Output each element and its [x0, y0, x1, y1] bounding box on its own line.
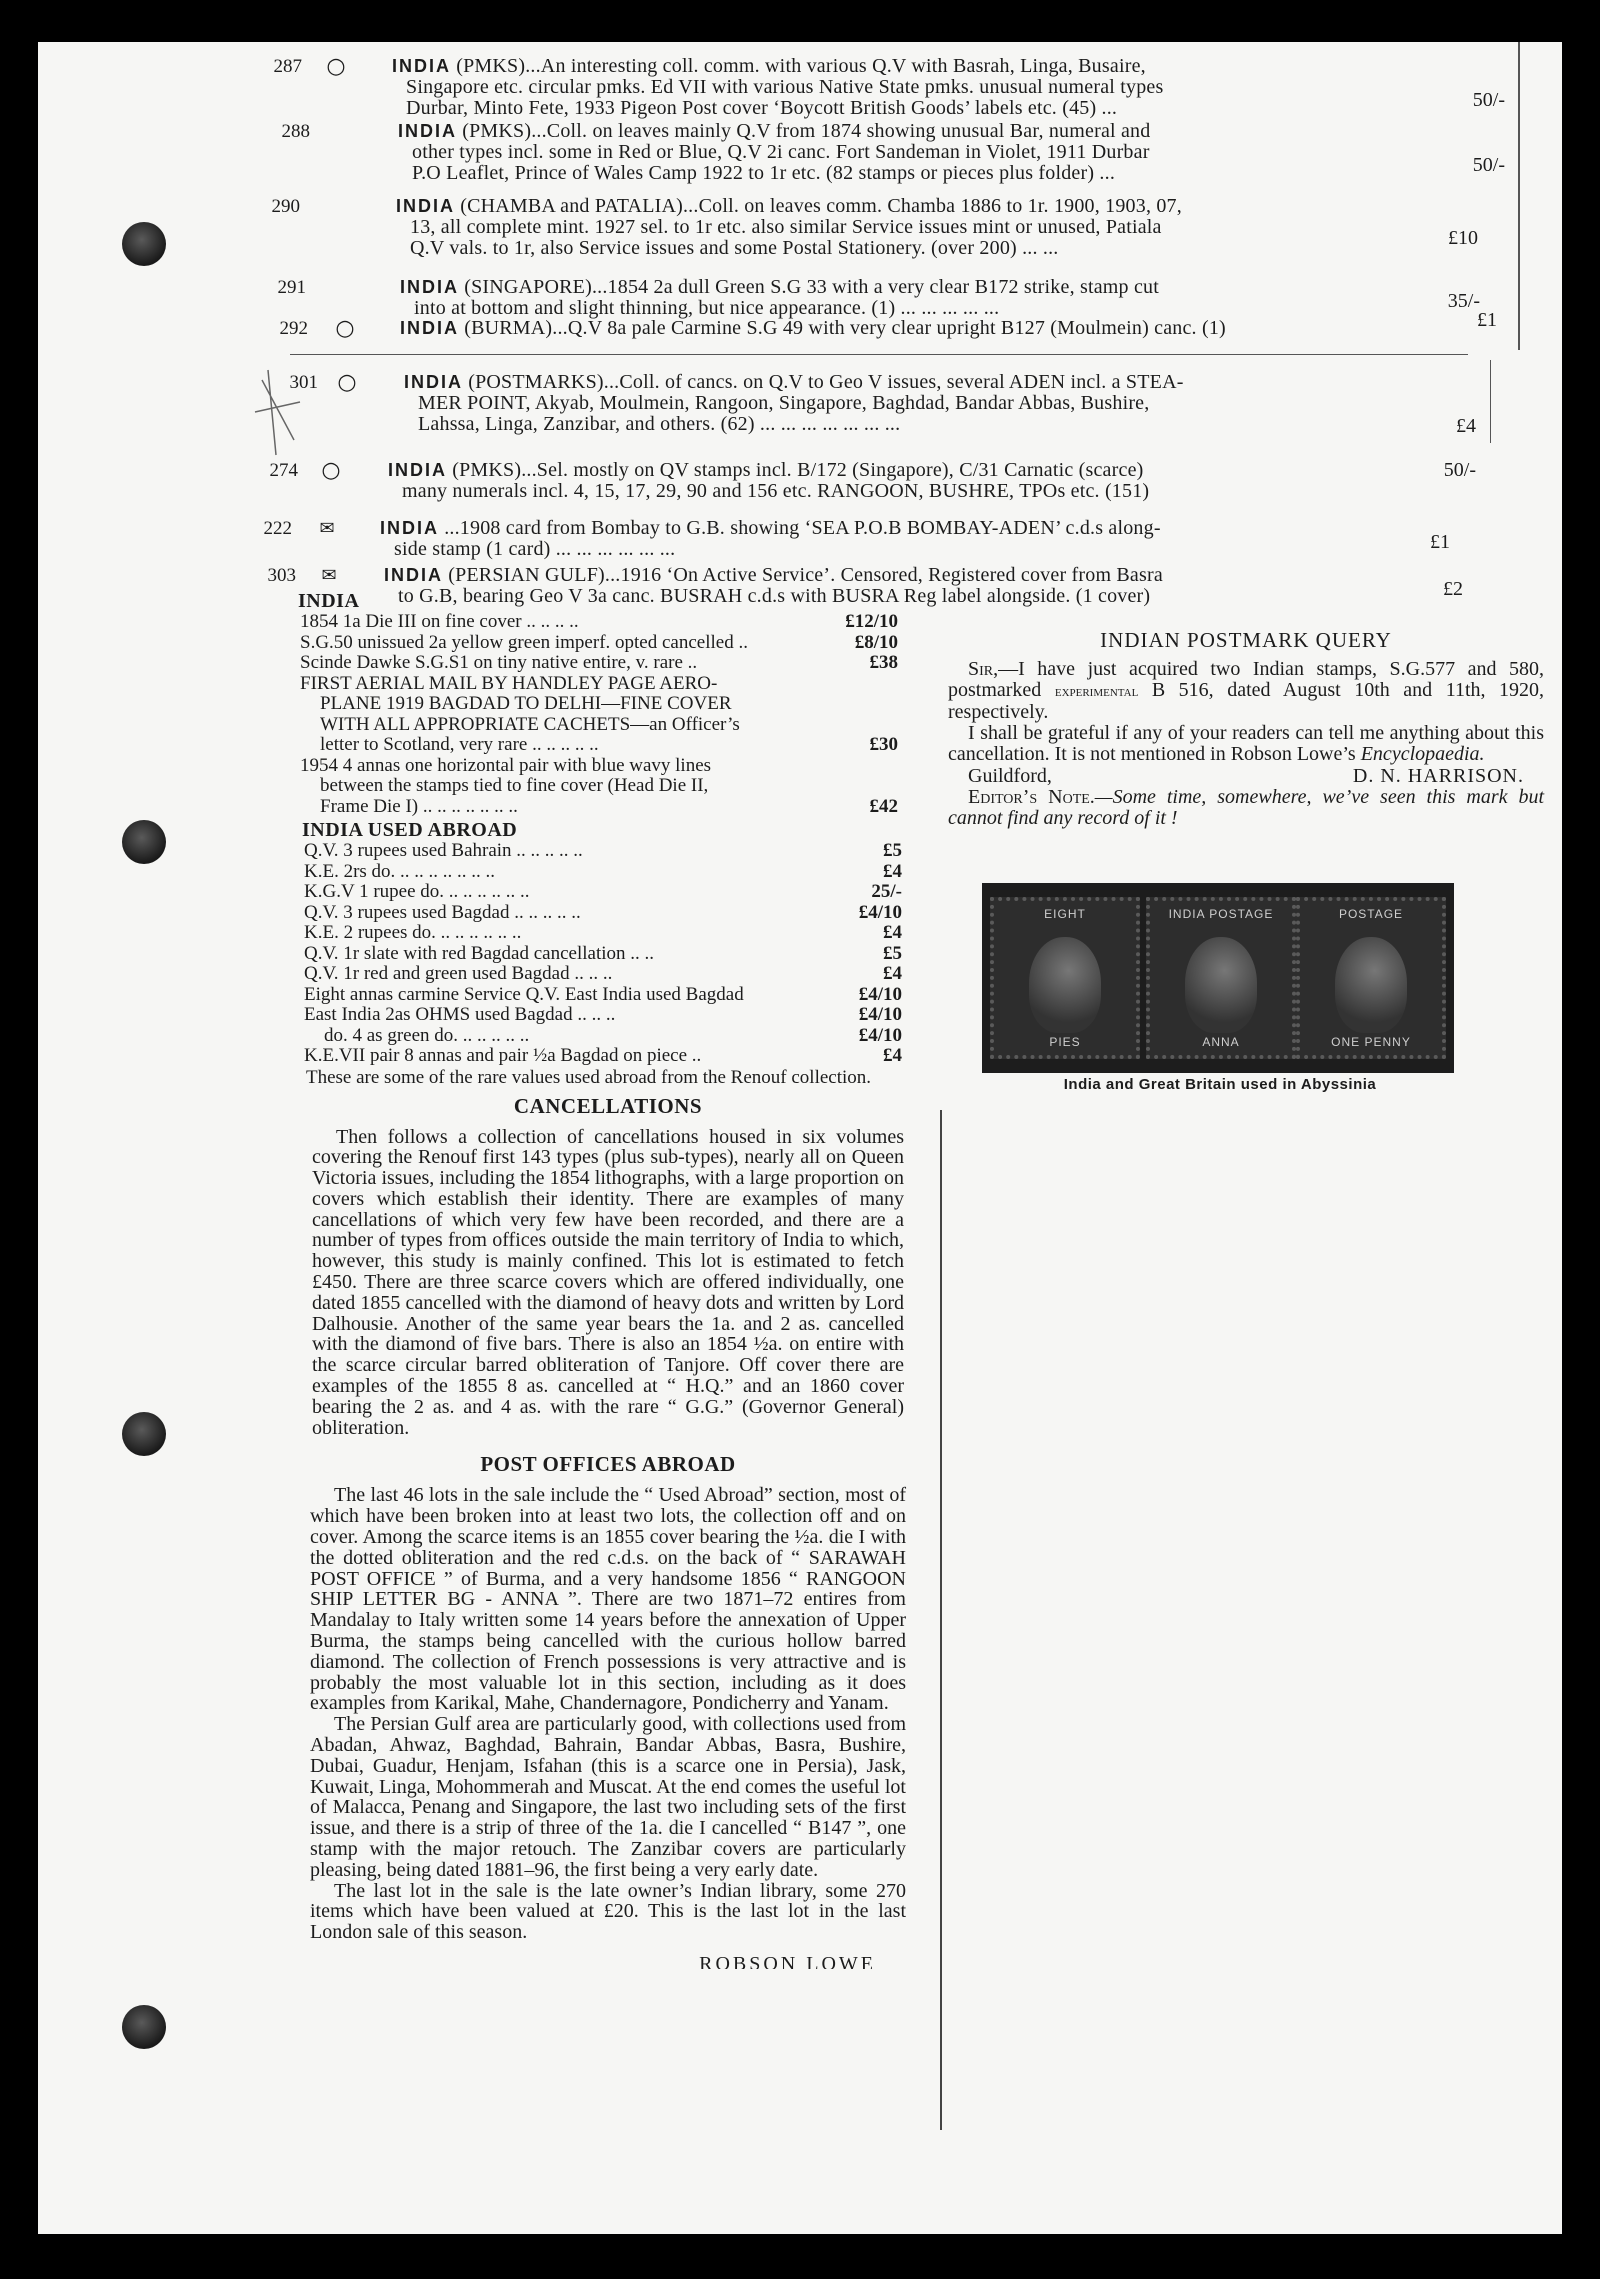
letter-text: I shall be grateful if any of your readers can tell me anything about this cancellation. It is not mentioned in Robson Lowe’s	[948, 722, 1544, 765]
item-price: £4	[883, 1045, 902, 1066]
item-description: K.E.VII pair 8 annas and pair ½a Bagdad on piece ..	[304, 1045, 702, 1066]
price-row	[300, 756, 910, 777]
lot-text: into at bottom and slight thinning, but nice appearance. (1) ... ... ... ... ...	[414, 297, 1000, 319]
price-row	[300, 653, 910, 674]
item-price: £4/10	[858, 983, 902, 1005]
lot-text: other types incl. some in Red or Blue, Q.V 2i canc. Fort Sandeman in Violet, 1911 Durbar	[412, 141, 1150, 163]
lot-price: £10	[1448, 227, 1478, 249]
stamp-label: ONE PENNY	[1331, 1035, 1411, 1049]
item-description: East India 2as OHMS used Bagdad .. .. ..	[304, 1004, 616, 1025]
item-description: Q.V. 1r red and green used Bagdad .. .. ..	[304, 963, 613, 984]
lot-country: INDIA	[384, 565, 443, 585]
lot-number: 274	[269, 460, 298, 481]
stamp-india-anna	[1146, 897, 1296, 1059]
right-column	[948, 628, 1544, 829]
lot-number: 222	[263, 518, 292, 539]
item-description: Q.V. 3 rupees used Bahrain .. .. .. .. ..	[304, 840, 583, 861]
lot-price: £1	[1430, 531, 1450, 553]
circle-icon: ○	[337, 370, 357, 395]
stamp-label: POSTAGE	[1338, 907, 1404, 921]
lot-text: Singapore etc. circular pmks. Ed VII with various Native State pmks. unusual numeral types	[406, 76, 1164, 98]
item-description: Eight annas carmine Service Q.V. East India used Bagdad	[304, 983, 744, 1005]
price-row	[300, 633, 910, 654]
salutation: Sir,	[968, 658, 999, 680]
item-price: 25/-	[871, 881, 902, 902]
article-paragraph: Then follows a collection of cancellations housed in six volumes covering the Renouf first 143 types (plus sub-types), nearly all on Queen Victoria issues, including the 1854 lithographs, with a large proportion on covers which establish their identity. There are examples of many cancellations of which very few have been recorded, and there are a number of types from offices outside the main territory of India to which, however, this study is mainly confined. This lot is estimated to fetch £450. There are three scarce covers which are offered individually, one dated 1855 cancelled with the diamond of heavy dots and written by Lord Dalhousie. Another of the same year bears the 1a. and 2 as. cancelled with the diamond of five bars. There is also an 1854 ½a. on entire with the scarce circular barred obliteration of Tanjore. Off cover there are examples of the 1855 8 as. cancelled at “ H.Q.” and an 1860 cover bearing the 2 as. and 4 as. with the rare “ G.G.” (Governor General) obliteration.	[312, 1125, 904, 1439]
envelope-icon: ✉	[321, 565, 337, 586]
lot-text: (CHAMBA and PATALIA)...Coll. on leaves comm. Chamba 1886 to 1r. 1900, 1903, 07,	[460, 195, 1182, 217]
item-description: between the stamps tied to fine cover (Head Die II,	[320, 775, 709, 796]
queen-portrait	[1335, 937, 1407, 1033]
india-price-list	[300, 612, 910, 817]
lot-text: (PERSIAN GULF)...1916 ‘On Active Service’. Censored, Registered cover from Basra	[448, 564, 1163, 586]
signer: D. N. HARRISON.	[1352, 765, 1524, 787]
lot-price: £4	[1456, 415, 1476, 437]
article-paragraph: The last 46 lots in the sale include the “ Used Abroad” section, most of which have been broken into at least two lots, the collection off and on cover. Among the scarce items is an 1855 cover bearing the ½a. die I with the dotted obliteration and the red c.d.s. on the back of “ SARAWAH POST OFFICE ” of Burma, and a very handsome 1856 “ RANGOON SHIP LETTER BG - ANNA ”. There are two 1871–72 entires from Mandalay to Italy written some 14 years before the annexation of Upper Burma, the stamps being cancelled with the curious hollow barred diamond. The collection of French possessions is very attractive and is probably the most valuable lot in this section, including as it does examples from Karikal, Mahe, Chandernagore, Pondicherry and Yanam.	[310, 1484, 906, 1715]
lot-country: INDIA	[388, 460, 447, 480]
author-signoff: ROBSON LOWE	[699, 1952, 876, 1969]
price-row	[300, 776, 910, 797]
item-price: £4	[883, 963, 902, 984]
ednote-text: —Some time, somewhere, we’ve seen this mark but cannot find any record of it !	[948, 786, 1544, 829]
ednote-label: Editor’s Note.	[968, 786, 1095, 808]
item-price: £12/10	[845, 611, 898, 632]
item-price: £4	[883, 922, 902, 943]
lot-text: (SINGAPORE)...1854 2a dull Green S.G 33 with a very clear B172 strike, stamp cut	[464, 276, 1159, 298]
lot-country: INDIA	[404, 372, 463, 392]
item-description: FIRST AERIAL MAIL BY HANDLEY PAGE AERO-	[300, 672, 718, 694]
price-row	[300, 612, 910, 633]
lot-price: £2	[1443, 578, 1463, 600]
stamp-label: PIES	[1049, 1035, 1081, 1049]
price-row	[304, 985, 914, 1006]
stamp-label: EIGHT	[1044, 907, 1086, 921]
lot-number: 292	[279, 318, 308, 339]
article-title: INDIAN POSTMARK QUERY	[1100, 628, 1392, 652]
queen-portrait	[1029, 937, 1101, 1033]
price-row	[304, 1005, 914, 1026]
item-description: letter to Scotland, very rare .. .. .. .. ..	[320, 734, 599, 755]
lot-text: (BURMA)...Q.V 8a pale Carmine S.G 49 with very clear upright B127 (Moulmein) canc. (1)	[464, 317, 1226, 339]
used-abroad-note: These are some of the rare values used abroad from the Renouf collection.	[306, 1066, 872, 1088]
item-description: Q.V. 3 rupees used Bagdad .. .. .. .. ..	[304, 901, 581, 923]
article-paragraph: The Persian Gulf area are particularly good, with collections used from Abadan, Ahwaz, Baghdad, Bahrain, Bandar Abbas, Basra, Bushire, Dubai, Guadur, Henjam, Isfahan (this is a scarce one in Persia), Jask, Kuwait, Linga, Mohommerah and Muscat. At the end comes the useful lot of Malacca, Penang and Singapore, the last two including sets of the first issue, and there is a strip of three of the 1a. die I cancelled “ B147 ”, one stamp with the major retouch. The Zanzibar covers are particularly pleasing, being dated 1881–96, the first being a very early date.	[310, 1713, 906, 1881]
circle-icon: ○	[326, 54, 346, 79]
lot-text: many numerals incl. 4, 15, 17, 29, 90 and 156 etc. RANGOON, BUSHRE, TPOs etc. (151)	[402, 480, 1150, 502]
lot-text: ...1908 card from Bombay to G.B. showing ‘SEA P.O.B BOMBAY-ADEN’ c.d.s along-	[444, 517, 1161, 539]
price-row	[300, 735, 910, 756]
price-row	[304, 1046, 914, 1067]
lot-number: 303	[267, 565, 296, 586]
article-title: CANCELLATIONS	[513, 1093, 703, 1118]
envelope-icon: ✉	[319, 518, 335, 539]
signature-row	[948, 765, 1544, 787]
lot-text: 13, all complete mint. 1927 sel. to 1r etc. also similar Service issues mint or unused, Patiala	[410, 216, 1162, 238]
lot-text: P.O Leaflet, Prince of Wales Camp 1922 to 1r etc. (82 stamps or pieces plus folder) ...	[412, 162, 1116, 184]
letter-text: B 516, dated August 10th and 11th, 1920, respectively.	[948, 679, 1545, 723]
lot-number: 288	[281, 121, 310, 142]
lot-country: INDIA	[392, 56, 451, 76]
lot-country: INDIA	[398, 121, 457, 141]
stamp-label: ANNA	[1202, 1035, 1240, 1049]
item-description: do. 4 as green do. .. .. .. .. ..	[324, 1024, 530, 1046]
item-description: Q.V. 1r slate with red Bagdad cancellation .. ..	[304, 942, 654, 964]
item-price: £4	[883, 860, 902, 882]
section-heading: INDIA	[298, 590, 360, 612]
letter-paragraph	[948, 723, 1544, 765]
price-row	[304, 944, 914, 965]
lot-number: 287	[273, 56, 302, 77]
place: Guildford,	[968, 765, 1052, 787]
lot-number: 301	[289, 372, 318, 393]
lot-text: MER POINT, Akyab, Moulmein, Rangoon, Singapore, Baghdad, Bandar Abbas, Bushire,	[418, 392, 1150, 414]
lot-text: Q.V vals. to 1r, also Service issues and some Postal Stationery. (over 200) ... ...	[410, 237, 1059, 259]
item-description: Frame Die I) .. .. .. .. .. .. ..	[320, 795, 518, 817]
article-title: POST OFFICES ABROAD	[480, 1452, 736, 1477]
lot-text: (PMKS)...Coll. on leaves mainly Q.V from 1874 showing unusual Bar, numeral and	[462, 120, 1151, 142]
item-description: S.G.50 unissued 2a yellow green imperf. opted cancelled ..	[300, 631, 748, 653]
lot-price: 35/-	[1447, 290, 1480, 312]
item-description: 1954 4 annas one horizontal pair with blue wavy lines	[300, 754, 712, 776]
lot-text: (PMKS)...An interesting coll. comm. with various Q.V with Basrah, Linga, Busaire,	[456, 55, 1146, 77]
price-row	[300, 674, 910, 695]
price-row	[304, 882, 914, 903]
price-row	[304, 923, 914, 944]
price-row	[300, 715, 910, 736]
lot-number: 291	[277, 277, 306, 298]
item-price: £4/10	[858, 1004, 902, 1025]
lot-country: INDIA	[396, 196, 455, 216]
item-description: 1854 1a Die III on fine cover .. .. .. ..	[300, 611, 579, 632]
item-description: Scinde Dawke S.G.S1 on tiny native entire, v. rare ..	[300, 652, 698, 673]
lot-text: Durbar, Minto Fete, 1933 Pigeon Post cover ‘Boycott British Goods’ labels etc. (45) ...	[406, 97, 1118, 119]
item-price: £30	[869, 734, 898, 755]
lot-text: side stamp (1 card) ... ... ... ... ... ...	[394, 538, 676, 560]
price-row	[300, 797, 910, 818]
lot-price: 50/-	[1472, 154, 1505, 176]
item-price: £38	[869, 652, 898, 673]
lot-text: to G.B, bearing Geo V 3a canc. BUSRAH c.d.s with BUSRA Reg label alongside. (1 cover)	[398, 585, 1151, 607]
lot-price: 50/-	[1472, 89, 1505, 111]
item-description: K.E. 2rs do. .. .. .. .. .. .. ..	[304, 860, 496, 882]
book-title: Encyclopaedia.	[1360, 743, 1485, 765]
lot-text: Lahssa, Linga, Zanzibar, and others. (62) ... ... ... ... ... ... ...	[418, 413, 901, 435]
price-row	[304, 1026, 914, 1047]
lot-number: 290	[271, 196, 300, 217]
stamp-photo	[982, 883, 1454, 1073]
price-row	[304, 964, 914, 985]
item-description: WITH ALL APPROPRIATE CACHETS—an Officer’s	[320, 713, 740, 735]
lot-text: (PMKS)...Sel. mostly on QV stamps incl. B/172 (Singapore), C/31 Carnatic (scarce)	[452, 459, 1144, 481]
price-row	[304, 903, 914, 924]
lot-country: INDIA	[400, 277, 459, 297]
item-price: £5	[883, 942, 902, 964]
item-description: PLANE 1919 BAGDAD TO DELHI—FINE COVER	[320, 693, 732, 714]
column-rule	[940, 1110, 942, 2130]
lot-text: (POSTMARKS)...Coll. of cancs. on Q.V to Geo V issues, several ADEN incl. a STEA-	[468, 371, 1184, 393]
item-price: £8/10	[854, 631, 898, 653]
letter-text: —I have just acquired two Indian stamps, S.G.577 and 580, postmarked	[948, 658, 1544, 701]
cancellations-article	[312, 1094, 904, 1439]
item-price: £42	[869, 795, 898, 817]
stamp-india-eight-pies	[990, 897, 1140, 1059]
stamp-penny-black	[1296, 897, 1446, 1059]
editors-note	[948, 787, 1544, 829]
item-price: £4/10	[858, 1024, 902, 1046]
lot-country: INDIA	[400, 318, 459, 338]
price-row	[304, 841, 914, 862]
article-paragraph: The last lot in the sale is the late owner’s Indian library, some 270 items which have been valued at £20. This is the last lot in the last London sale of this season.	[310, 1879, 906, 1944]
post-offices-article	[310, 1452, 906, 1969]
item-price: £4/10	[858, 901, 902, 923]
letter-paragraph	[948, 659, 1544, 723]
stamp-label: INDIA POSTAGE	[1168, 907, 1274, 921]
circle-icon: ○	[335, 316, 355, 341]
lot-price: 50/-	[1443, 459, 1476, 481]
used-abroad-price-list	[304, 841, 914, 1067]
postmark-word: experimental	[1054, 683, 1139, 700]
left-column	[258, 590, 918, 1969]
lot-price: £1	[1477, 309, 1497, 331]
lot-country: INDIA	[380, 518, 439, 538]
queen-portrait	[1185, 937, 1257, 1033]
item-price: £5	[883, 840, 902, 861]
item-description: K.E. 2 rupees do. .. .. .. .. .. ..	[304, 922, 522, 943]
price-row	[304, 862, 914, 883]
price-row	[300, 694, 910, 715]
circle-icon: ○	[321, 458, 341, 483]
section-heading: INDIA USED ABROAD	[302, 819, 518, 841]
item-description: K.G.V 1 rupee do. .. .. .. .. .. ..	[304, 881, 530, 902]
photo-caption: India and Great Britain used in Abyssinia	[1063, 1076, 1377, 1093]
